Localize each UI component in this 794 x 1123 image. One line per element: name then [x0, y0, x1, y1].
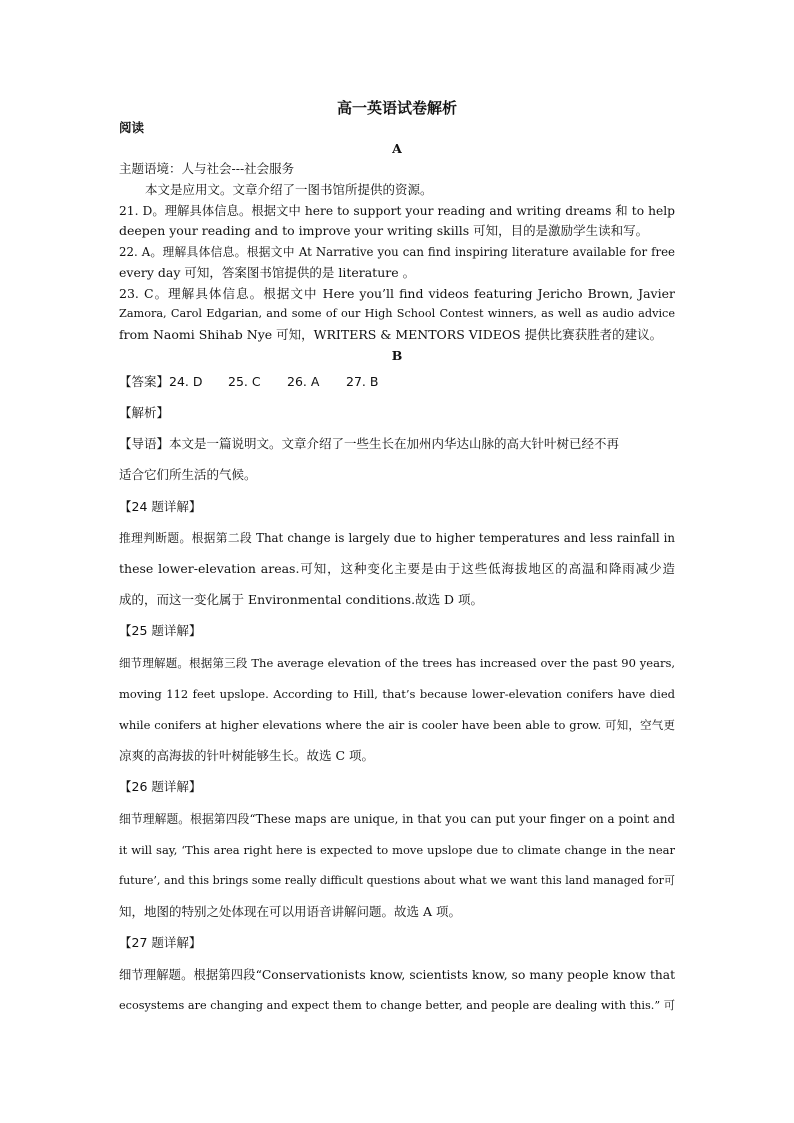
q26-line: it will say, ‘This area right here is expected to move upslope due to climate change in the near	[119, 843, 675, 857]
answer-item: 26. A	[287, 374, 320, 389]
q24-line: 推理判断题。根据第二段 That change is largely due to higher temperatures and less rainfall in	[119, 531, 675, 545]
q27-line: 细节理解题。根据第四段“Conservationists know, scientists know, so many people know that	[119, 968, 675, 982]
q25-line: moving 112 feet upslope. According to Hill, that’s because lower-elevation conifers have died	[119, 687, 675, 701]
page-title: 高一英语试卷解析	[336, 99, 457, 117]
q21-line: deepen your reading and to improve your writing skills 可知，目的是激励学生读和写。	[119, 223, 649, 238]
guide-line: 【导语】本文是一篇说明文。文章介绍了一些生长在加州内华达山脉的高大针叶树已经不再	[119, 436, 620, 451]
q25-line: 凉爽的高海拔的针叶树能够生长。故选 C 项。	[119, 748, 375, 763]
answer-key	[119, 372, 675, 392]
q27-label: 【27 题详解】	[119, 935, 202, 950]
q21-line: 21. D。理解具体信息。根据文中 here to support your reading and writing dreams 和 to help	[119, 204, 675, 218]
analysis-label: 【解析】	[119, 405, 170, 420]
theme-context: 主题语境：人与社会---社会服务	[119, 161, 295, 176]
q25-line: 细节理解题。根据第三段 The average elevation of the trees has increased over the past 90 years,	[119, 656, 675, 670]
q26-line: future’, and this brings some really difficult questions about what we want this land managed for可	[119, 874, 675, 887]
q24-label: 【24 题详解】	[119, 499, 202, 514]
q23-line: Zamora, Carol Edgarian, and some of our High School Contest winners, as well as audio advice	[119, 307, 675, 320]
q26-line: 知，地图的特别之处体现在可以用语音讲解问题。故选 A 项。	[119, 904, 461, 919]
q24-line: 成的，而这一变化属于 Environmental conditions.故选 D 项。	[119, 592, 484, 607]
answer-item: 25. C	[228, 374, 261, 389]
q27-line: ecosystems are changing and expect them to change better, and people are dealing with this.” 可	[119, 999, 675, 1012]
q24-line: these lower-elevation areas.可知，这种变化主要是由于这些低海拔地区的高温和降雨减少造	[119, 561, 675, 576]
part-b-label: B	[391, 348, 403, 363]
q22-line: 22. A。理解具体信息。根据文中 At Narrative you can find inspiring literature available for free	[119, 245, 675, 259]
q25-line: while conifers at higher elevations where the air is cooler have been able to grow. 可知，空气更	[119, 718, 675, 732]
section-heading-reading: 阅读	[119, 120, 145, 135]
q23-line: from Naomi Shihab Nye 可知，WRITERS & MENTORS VIDEOS 提供比赛获胜者的建议。	[119, 327, 663, 342]
q26-line: 细节理解题。根据第四段“These maps are unique, in that you can put your finger on a point and	[119, 812, 675, 826]
guide-line: 适合它们所生活的气候。	[119, 467, 257, 482]
answer-item: 27. B	[346, 374, 379, 389]
q23-line: 23. C。理解具体信息。根据文中 Here you’ll find videos featuring Jericho Brown, Javier	[119, 286, 675, 301]
part-a-label: A	[392, 141, 402, 156]
answer-item: 24. D	[169, 374, 203, 389]
passage-intro: 本文是应用文。文章介绍了一图书馆所提供的资源。	[145, 182, 433, 197]
q22-line: every day 可知，答案图书馆提供的是 literature 。	[119, 265, 416, 280]
answer-prefix: 【答案】	[119, 374, 170, 389]
q26-label: 【26 题详解】	[119, 779, 202, 794]
q25-label: 【25 题详解】	[119, 623, 202, 638]
